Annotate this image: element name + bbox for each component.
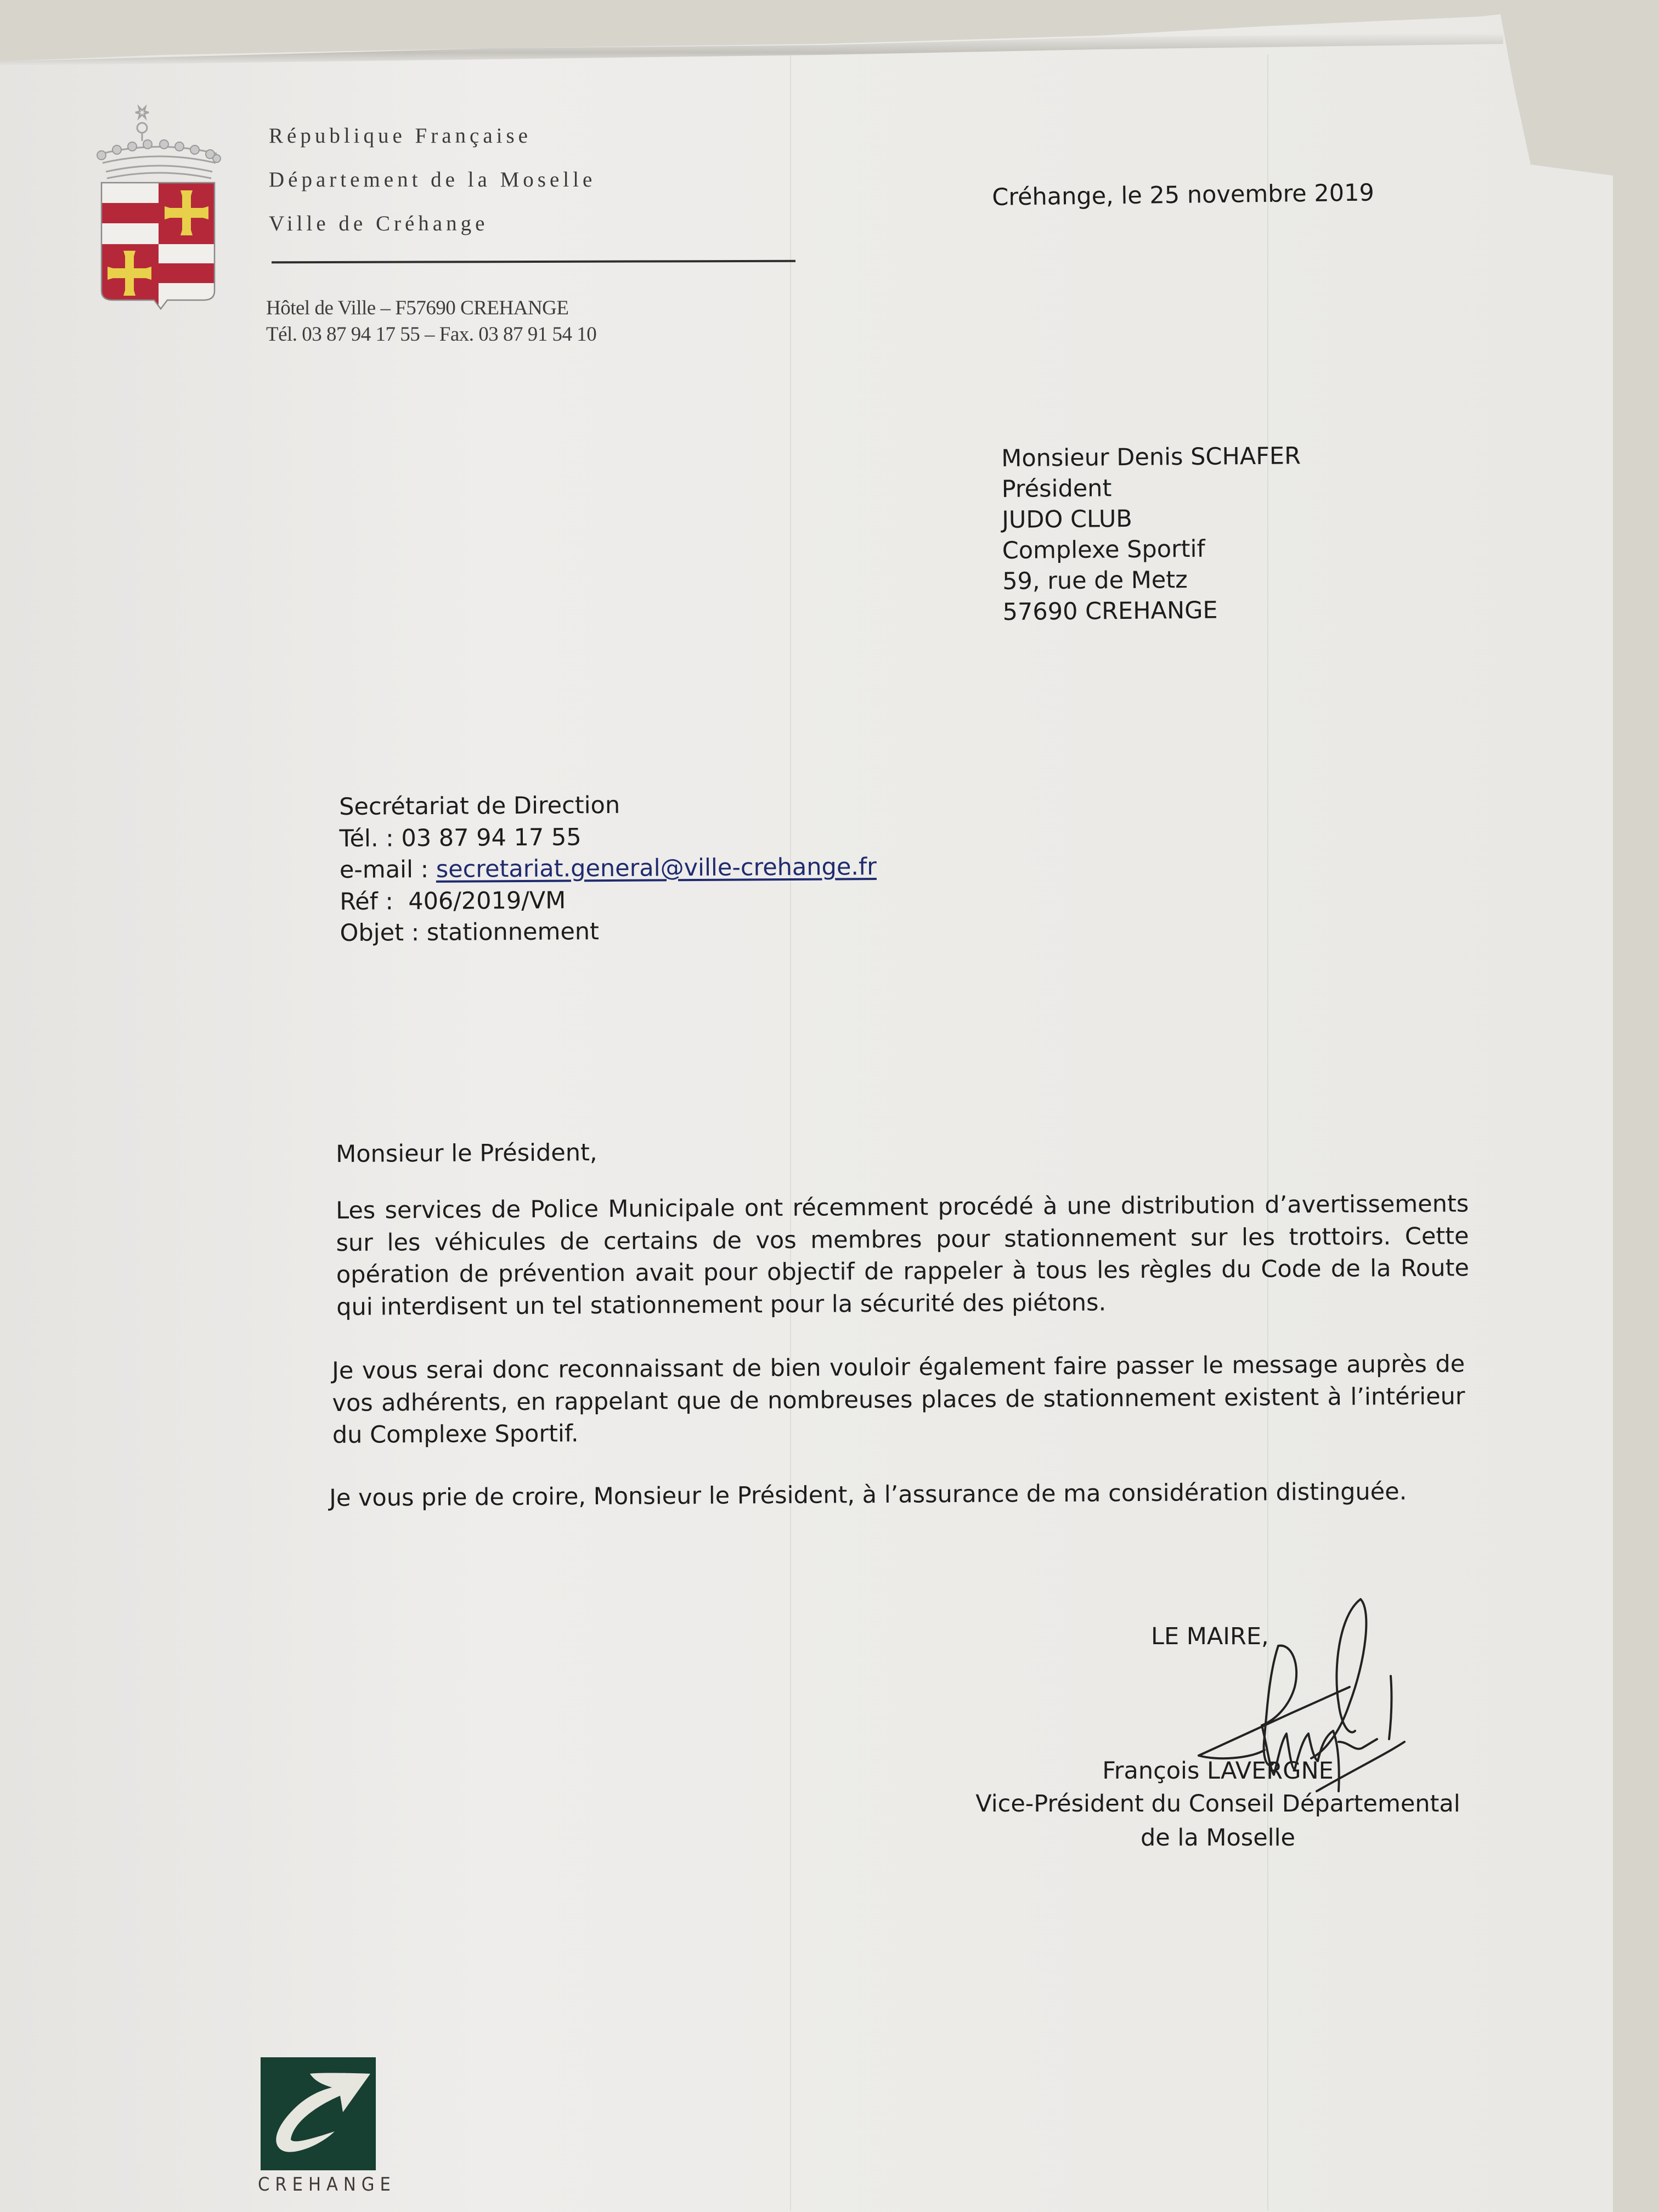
paper-crease	[790, 55, 791, 2211]
recipient-city: 57690 CREHANGE	[1002, 596, 1218, 626]
recipient-organization: JUDO CLUB	[1002, 505, 1133, 534]
sender-department: Secrétariat de Direction	[339, 791, 620, 821]
salutation: Monsieur le Président,	[336, 1139, 597, 1168]
letterhead-address: Hôtel de Ville – F57690 CREHANGE	[266, 297, 569, 319]
letterhead-contact: Tél. 03 87 94 17 55 – Fax. 03 87 91 54 10	[266, 323, 597, 346]
letterhead-department: Département de la Moselle	[269, 168, 596, 191]
letterhead-republic: République Française	[269, 124, 532, 148]
signatory-title-line-2: de la Moselle	[1141, 1824, 1295, 1852]
letterhead-city: Ville de Créhange	[269, 212, 489, 235]
reference-number: Réf : 406/2019/VM	[340, 886, 566, 916]
footer-logo-label: CREHANGE	[258, 2174, 396, 2196]
recipient-venue: Complexe Sportif	[1002, 535, 1205, 565]
recipient-address-block	[1001, 441, 1302, 628]
crehange-logo-icon	[261, 2057, 376, 2170]
paragraph-2: Je vous serai donc reconnaissant de bien vouloir également faire passer le message auprès de vos adhérents, en rappelant que de nombreuses places de stationnement existent à l’intérieur du Complexe Sportif.	[332, 1350, 1465, 1449]
sender-phone: Tél. : 03 87 94 17 55	[339, 823, 582, 853]
sender-email-line	[340, 851, 877, 886]
reference-block	[339, 788, 877, 949]
recipient-title: Président	[1001, 475, 1112, 503]
signatory-name: François LAVERGNE	[1102, 1757, 1334, 1785]
closing-formula: Je vous prie de croire, Monsieur le Président, à l’assurance de ma considération distinguée.	[329, 1478, 1407, 1512]
letter-subject: Objet : stationnement	[340, 918, 600, 947]
email-label: e-mail :	[339, 855, 436, 884]
recipient-name: Monsieur Denis SCHAFER	[1001, 442, 1301, 472]
signatory-role: LE MAIRE,	[1151, 1623, 1269, 1650]
letter-date: Créhange, le 25 novembre 2019	[992, 179, 1375, 211]
handwritten-signature-icon	[1174, 1594, 1448, 1830]
signatory-title-line-1: Vice-Président du Conseil Départemental	[975, 1790, 1460, 1818]
coat-of-arms-icon	[91, 101, 228, 313]
recipient-street: 59, rue de Metz	[1002, 566, 1188, 595]
paragraph-1: Les services de Police Municipale ont récemment procédé à une distribution d’avertissements sur les véhicules de certains de vos membres pour stationnement sur les trottoirs. Cette opération de prévention avait pour objectif de rappeler à tous les règles du Code de la Route qui interdisent un tel stationnement pour la sécurité des piétons.	[336, 1190, 1470, 1321]
sender-email-link[interactable]: secretariat.general@ville-crehange.fr	[436, 853, 877, 883]
